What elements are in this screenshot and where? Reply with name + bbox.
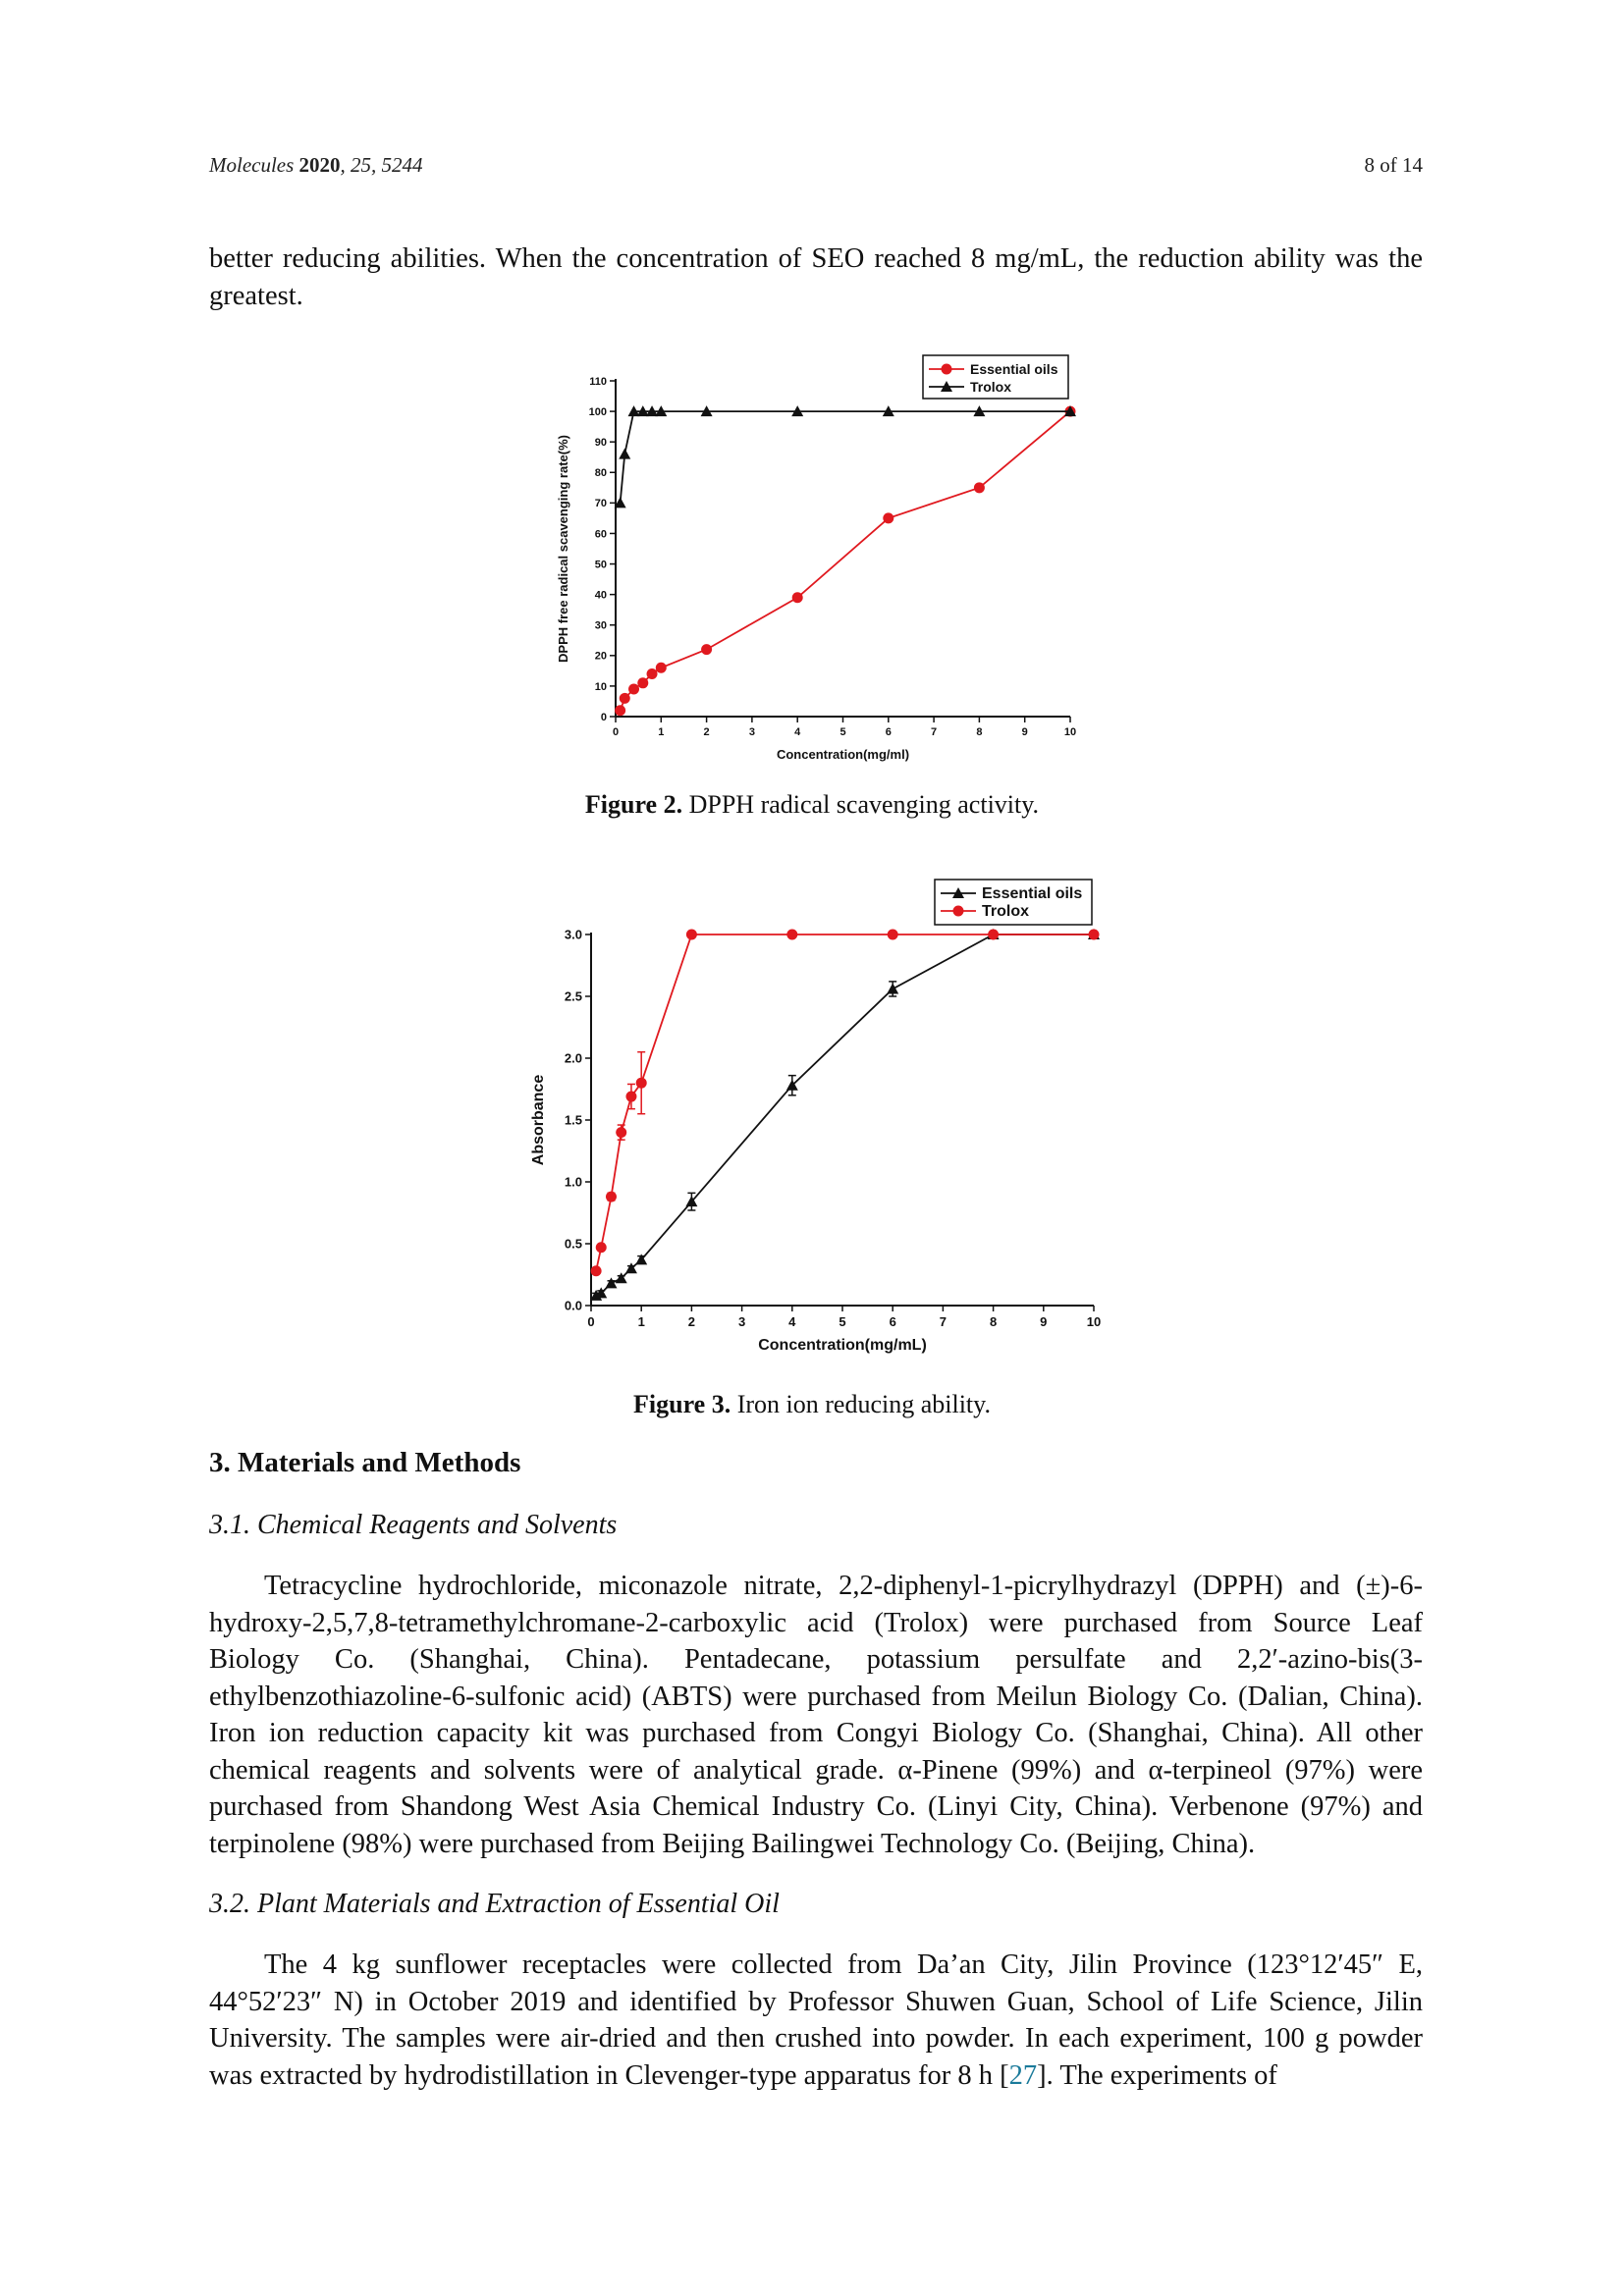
x-tick-label: 8 — [989, 1314, 998, 1329]
x-tick-label: 6 — [889, 1314, 896, 1329]
y-tick-label: 80 — [594, 467, 607, 480]
y-tick-label: 10 — [594, 680, 607, 693]
y-tick-label: 0.5 — [564, 1236, 582, 1252]
x-tick-label: 4 — [794, 726, 801, 738]
data-point-1 — [1089, 930, 1100, 940]
data-point-0 — [605, 1277, 617, 1288]
journal-name: Molecules — [209, 153, 295, 177]
subsection-3-2-heading: 3.2. Plant Materials and Extraction of Essential Oil — [209, 1889, 780, 1919]
y-tick-label: 1.0 — [564, 1174, 582, 1190]
y-tick-label: 30 — [594, 619, 607, 632]
y-tick-label: 90 — [594, 437, 607, 450]
y-tick-label: 70 — [594, 498, 607, 510]
x-tick-label: 2 — [687, 1314, 696, 1329]
journal-year: 2020 — [298, 153, 341, 177]
data-point-1 — [686, 930, 697, 940]
page-number: 8 of 14 — [1364, 153, 1423, 177]
y-axis-label: DPPH free radical scavenging rate(%) — [556, 435, 570, 663]
y-tick-label: 2.5 — [564, 988, 582, 1004]
series-line-1 — [596, 934, 1094, 1271]
data-point-1 — [988, 930, 999, 940]
y-tick-label: 0 — [600, 711, 607, 723]
x-tick-label: 4 — [788, 1314, 796, 1329]
x-tick-label: 6 — [885, 726, 892, 738]
x-axis-label: Concentration(mg/ml) — [776, 747, 910, 762]
journal-volume: , 25, 5244 — [340, 153, 423, 177]
x-tick-label: 5 — [839, 1314, 846, 1329]
data-point-0 — [887, 983, 898, 993]
data-point-0 — [792, 592, 803, 603]
data-point-1 — [619, 449, 630, 459]
subsection-3-2-body — [209, 1947, 1423, 2094]
data-point-0 — [628, 684, 639, 695]
y-tick-label: 1.5 — [564, 1112, 582, 1128]
data-point-0 — [620, 693, 630, 704]
data-point-0 — [637, 677, 648, 688]
x-tick-label: 0 — [612, 726, 620, 738]
data-point-1 — [591, 1265, 602, 1276]
y-tick-label: 20 — [594, 650, 607, 663]
x-tick-label: 7 — [939, 1314, 947, 1329]
data-point-1 — [888, 930, 898, 940]
x-tick-label: 3 — [737, 1314, 746, 1329]
data-point-0 — [615, 705, 625, 716]
figure-3-chart — [511, 864, 1119, 1369]
data-point-1 — [606, 1192, 617, 1202]
x-tick-label: 9 — [1021, 726, 1028, 738]
x-tick-label: 1 — [658, 726, 665, 738]
y-tick-label: 0.0 — [564, 1298, 582, 1313]
x-tick-label: 1 — [637, 1314, 645, 1329]
y-tick-label: 60 — [594, 528, 607, 541]
figure-3-caption-text: Iron ion reducing ability. — [731, 1390, 991, 1418]
y-tick-label: 100 — [588, 405, 607, 418]
x-tick-label: 0 — [587, 1314, 595, 1329]
data-point-0 — [701, 644, 712, 655]
data-point-0 — [974, 482, 985, 493]
figure-3-caption — [0, 1390, 1624, 1419]
x-tick-label: 8 — [976, 726, 983, 738]
data-point-1 — [596, 1242, 607, 1253]
data-point-1 — [616, 1127, 626, 1138]
series-line-0 — [596, 934, 1094, 1296]
legend-marker — [953, 906, 964, 917]
legend-marker — [942, 364, 952, 375]
x-tick-label: 2 — [703, 726, 710, 738]
x-tick-label: 10 — [1086, 1314, 1102, 1329]
data-point-0 — [883, 512, 893, 523]
legend-label-0: Essential oils — [970, 361, 1058, 377]
figure-2-label: Figure 2. — [584, 790, 683, 819]
subsection-3-1-body: Tetracycline hydrochloride, miconazole nitrate, 2,2-diphenyl-1-picrylhydrazyl (DPPH) and (±)-6-hydroxy-2,5,7,8-tetramethylchromane-2-carboxylic acid (Trolox) were purchased from Source Leaf Biology Co. (Shanghai, China). Pentadecane, potassium persulfate and 2,2′-azino-bis(3-ethylbenzothiazoline-6-sulfonic acid) (ABTS) were purchased from Meilun Biology Co. (Dalian, China). Iron ion reduction capacity kit was purchased from Congyi Biology Co. (Shanghai, China). All other chemical reagents and solvents were of analytical grade. α-Pinene (99%) and α-terpineol (97%) were purchased from Shandong West Asia Chemical Industry Co. (Linyi City, China). Verbenone (97%) and terpinolene (98%) were purchased from Beijing Bailingwei Technology Co. (Beijing, China). — [209, 1571, 1423, 1859]
x-axis-label: Concentration(mg/mL) — [758, 1337, 927, 1354]
series-line-0 — [621, 411, 1070, 711]
body-text-end: ]. The experiments of — [1037, 2059, 1277, 2091]
data-point-1 — [636, 1078, 647, 1089]
y-tick-label: 40 — [594, 589, 607, 602]
y-tick-label: 3.0 — [564, 927, 582, 942]
data-point-1 — [625, 1092, 636, 1102]
figure-2-caption — [0, 790, 1624, 820]
x-tick-label: 7 — [931, 726, 938, 738]
x-tick-label: 9 — [1040, 1314, 1048, 1329]
legend-label-0: Essential oils — [982, 885, 1083, 902]
x-tick-label: 5 — [839, 726, 846, 738]
data-point-1 — [786, 930, 797, 940]
citation-link[interactable]: 27 — [1008, 2059, 1038, 2091]
data-point-0 — [647, 668, 658, 679]
figure-3-label: Figure 3. — [633, 1390, 731, 1418]
y-tick-label: 110 — [589, 375, 607, 388]
legend-label-1: Trolox — [982, 903, 1030, 920]
figure-2-caption-text: DPPH radical scavenging activity. — [682, 790, 1040, 819]
series-line-1 — [621, 411, 1070, 503]
x-tick-label: 10 — [1063, 726, 1077, 738]
legend-label-1: Trolox — [970, 379, 1012, 395]
figure-2-chart — [530, 344, 1100, 780]
intro-paragraph: better reducing abilities. When the concentration of SEO reached 8 mg/mL, the reduction ability was the greatest. — [209, 243, 1423, 311]
y-axis-label: Absorbance — [530, 1074, 547, 1166]
y-tick-label: 2.0 — [564, 1050, 582, 1066]
data-point-0 — [656, 663, 667, 673]
section-heading: 3. Materials and Methods — [209, 1447, 521, 1478]
y-tick-label: 50 — [594, 559, 607, 571]
subsection-3-1-heading: 3.1. Chemical Reagents and Solvents — [209, 1510, 618, 1540]
running-header-journal — [209, 153, 423, 178]
body-text: The 4 kg sunflower receptacles were collected from Da’an City, Jilin Province (123°12′45″ E, 44°52′23″ N) in October 2019 and identified by Professor Shuwen Guan, School of Life Science, Jilin University. The samples were air-dried and then crushed into powder. In each experiment, 100 g powder was extracted by hydrodistillation in Clevenger-type apparatus for 8 h [ — [209, 1949, 1423, 2091]
x-tick-label: 3 — [748, 726, 755, 738]
